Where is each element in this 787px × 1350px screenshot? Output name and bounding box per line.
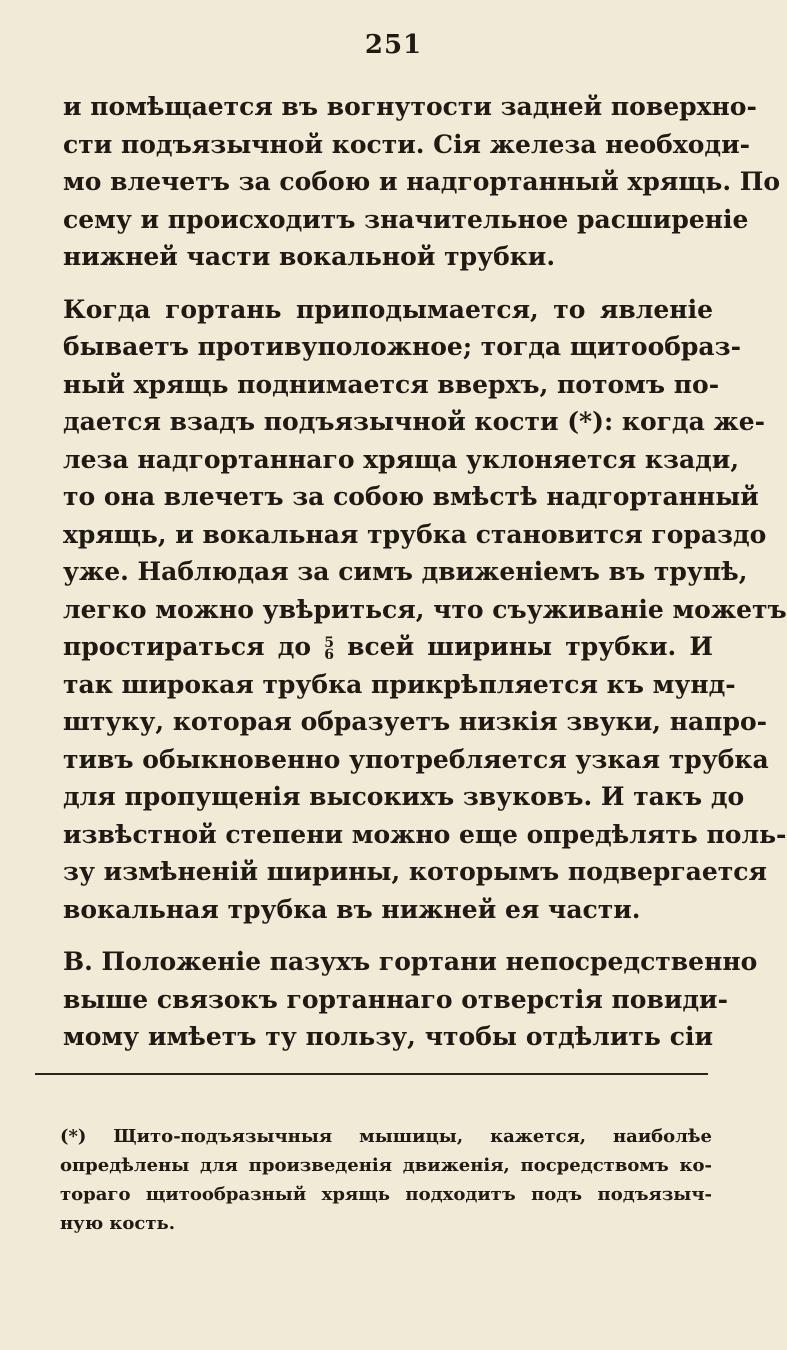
text-line: так широкая трубка прикрѣпляется къ мунд- [63, 669, 736, 699]
text-line: ный хрящь поднимается вверхъ, потомъ по- [63, 369, 720, 399]
text-line: бываетъ противуположное; тогда щитообраз- [63, 332, 741, 361]
footnote-divider [35, 1073, 708, 1075]
page-number: 251 [364, 30, 423, 60]
text-line: хрящь, и вокальная трубка становится гораздо [63, 519, 767, 549]
paragraph-2 [63, 291, 787, 929]
text-line: В. Положеніе пазухъ гортани непосредственно [63, 947, 758, 976]
paragraph-3 [63, 943, 758, 1056]
text-line: вокальная трубка въ нижней ея части. [63, 894, 641, 924]
main-text [63, 88, 787, 1071]
text-segment: простираться до [63, 632, 312, 661]
text-line: выше связокъ гортаннаго отверстія повиди- [63, 984, 728, 1014]
text-line: извѣстной степени можно еще опредѣлять поль- [63, 819, 787, 849]
text-line: тивъ обыкновенно употребляется узкая трубка [63, 744, 769, 774]
text-line: и помѣщается въ вогнутости задней поверхно- [63, 92, 757, 121]
text-line: мо влечетъ за собою и надгортанный хрящь. По [63, 167, 781, 196]
text-line-with-fraction [63, 628, 713, 666]
text-line: сти подъязычной кости. Сія железа необходи- [63, 129, 750, 159]
text-line: сему и происходитъ значительное расширеніе [63, 204, 749, 234]
footnote-line: тораго щитообразный хрящь подходитъ подъ подъязыч- [60, 1184, 712, 1205]
footnote [60, 1122, 712, 1238]
footnote-line: ную кость. [60, 1213, 176, 1234]
text-line: дается взадъ подъязычной кости (*): когда же- [63, 407, 766, 436]
text-line: зу измѣненій ширины, которымъ подвергается [63, 857, 767, 886]
text-segment: всей ширины трубки. И [347, 632, 713, 661]
footnote-line: (*) Щито-подъязычныя мышицы, кажется, наиболѣе [60, 1126, 712, 1147]
paragraph-1 [63, 88, 781, 276]
text-line: то она влечетъ за собою вмѣстѣ надгортанный [63, 482, 759, 511]
text-line: леза надгортаннаго хряща уклоняется кзади, [63, 444, 740, 474]
text-line: Когда гортань приподымается, то явленіе [63, 294, 713, 324]
text-line: нижней части вокальной трубки. [63, 242, 556, 271]
text-line: легко можно увѣриться, что съуживаніе можетъ [63, 594, 787, 624]
footnote-line: опредѣлены для произведенія движенія, посредствомъ ко- [60, 1155, 712, 1176]
text-line: уже. Наблюдая за симъ движеніемъ въ трупѣ, [63, 557, 748, 586]
fraction-denominator: 6 [324, 646, 334, 663]
text-line: для пропущенія высокихъ звуковъ. И такъ до [63, 782, 745, 811]
fraction-numerator: 5 [324, 634, 334, 651]
text-line: мому имѣетъ ту пользу, чтобы отдѣлить сіи [63, 1022, 713, 1051]
fraction [324, 634, 334, 663]
text-line: штуку, которая образуетъ низкія звуки, напро- [63, 707, 768, 736]
